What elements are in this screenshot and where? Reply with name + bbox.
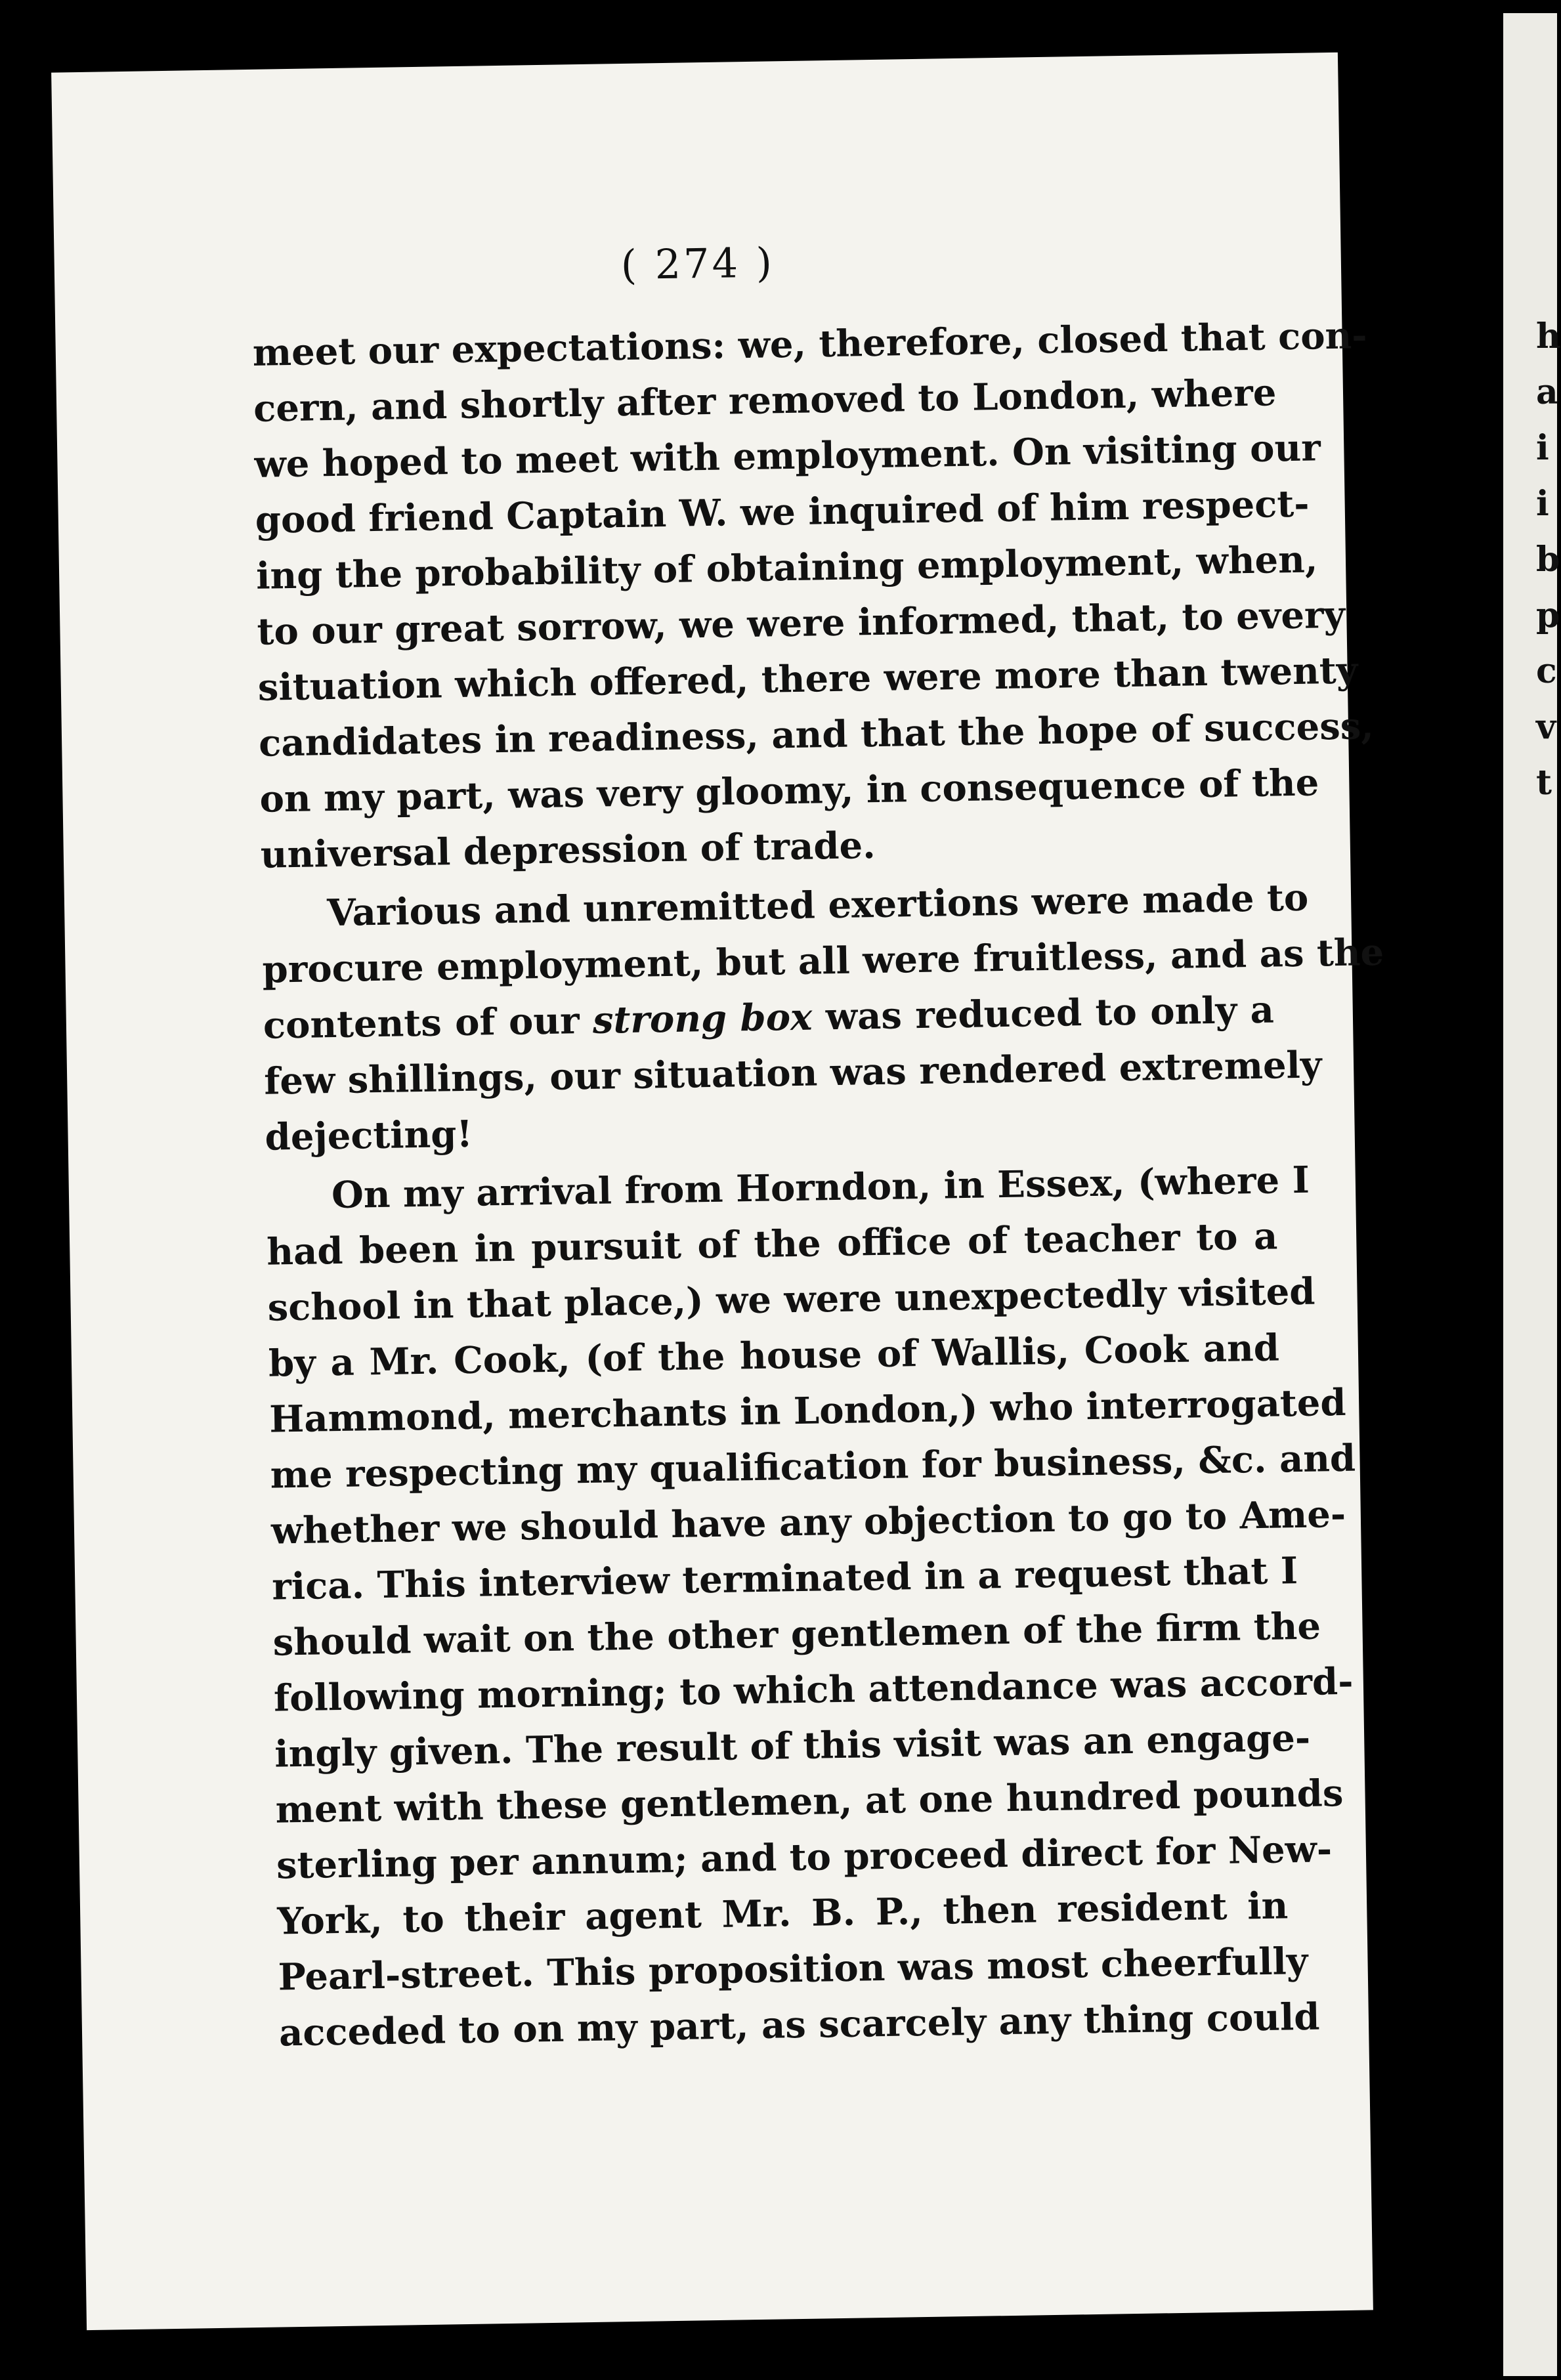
text-run: was reduced to only a — [825, 988, 1275, 1039]
text-line: few shillings, our situation was rendered extremely — [263, 1043, 1322, 1103]
text-line: procure employment, but all were fruitless, and as the — [262, 930, 1384, 992]
text-line: acceded to on my part, as scarcely any thing could — [278, 1995, 1320, 2055]
text-line: whether we should have any objection to go to Ame- — [270, 1492, 1346, 1553]
facing-fragment: b — [1536, 540, 1560, 580]
page-number: ( 274 ) — [620, 238, 775, 289]
text-line: school in that place,) we were unexpectedly visited — [267, 1269, 1315, 1330]
text-line: rica. This interview terminated in a request that I — [271, 1549, 1298, 1609]
facing-fragment: h — [1536, 316, 1561, 356]
text-line: Pearl-street. This proposition was most cheerfully — [278, 1939, 1308, 1999]
facing-fragment: i — [1536, 428, 1549, 468]
text-line: ing the probability of obtaining employment, when, — [255, 538, 1318, 598]
text-line: good friend Captain W. we inquired of him respect- — [255, 482, 1310, 542]
text-line: Various and unremitted exertions were made to — [326, 876, 1309, 935]
text-line: sterling per annum; and to proceed direct for New- — [276, 1827, 1333, 1888]
text-line: should wait on the other gentlemen of the firm the — [272, 1604, 1321, 1665]
facing-fragment: v — [1536, 707, 1556, 747]
text-line: candidates in readiness, and that the hope of success, — [258, 704, 1375, 765]
facing-page-text-fragments — [1536, 308, 1561, 811]
text-line: York, to their agent Mr. B. P., then resident in — [276, 1884, 1289, 1944]
text-line: situation which offered, there were more than twenty — [257, 648, 1358, 710]
text-line: meet our expectations: we, therefore, closed that con- — [252, 314, 1367, 375]
page-body-text — [252, 310, 1384, 2062]
text-line: following morning; to which attendance was accord- — [273, 1659, 1354, 1720]
facing-fragment: c — [1536, 651, 1557, 691]
facing-fragment: t — [1536, 763, 1552, 803]
text-line: ingly given. The result of this visit was an engage- — [274, 1716, 1311, 1776]
text-line: ment with these gentlemen, at one hundred pounds — [275, 1772, 1344, 1832]
text-line: cern, and shortly after removed to London, where — [253, 371, 1277, 431]
facing-fragment: a — [1536, 372, 1558, 412]
text-line: Hammond, merchants in London,) who interrogated — [268, 1380, 1347, 1441]
text-line: me respecting my qualification for business, &c. and — [270, 1436, 1356, 1497]
italic-phrase: strong box — [592, 995, 813, 1042]
text-line: On my arrival from Horndon, in Essex, (where I — [331, 1158, 1310, 1218]
facing-fragment: i — [1536, 484, 1549, 524]
book-page — [51, 53, 1384, 2330]
text-line: to our great sorrow, we were informed, that, to every — [257, 593, 1346, 654]
text-line: by a Mr. Cook, (of the house of Wallis, Cook and — [268, 1326, 1280, 1386]
facing-fragment: p — [1536, 595, 1560, 635]
text-line: universal depression of trade. — [260, 824, 876, 877]
text-line: we hoped to meet with employment. On visiting our — [254, 426, 1321, 486]
text-line: dejecting! — [265, 1112, 473, 1159]
text-line: had been in pursuit of the office of teacher to a — [266, 1214, 1278, 1274]
text-line: on my part, was very gloomy, in consequence of the — [259, 761, 1319, 821]
text-run: contents of our — [263, 999, 580, 1048]
